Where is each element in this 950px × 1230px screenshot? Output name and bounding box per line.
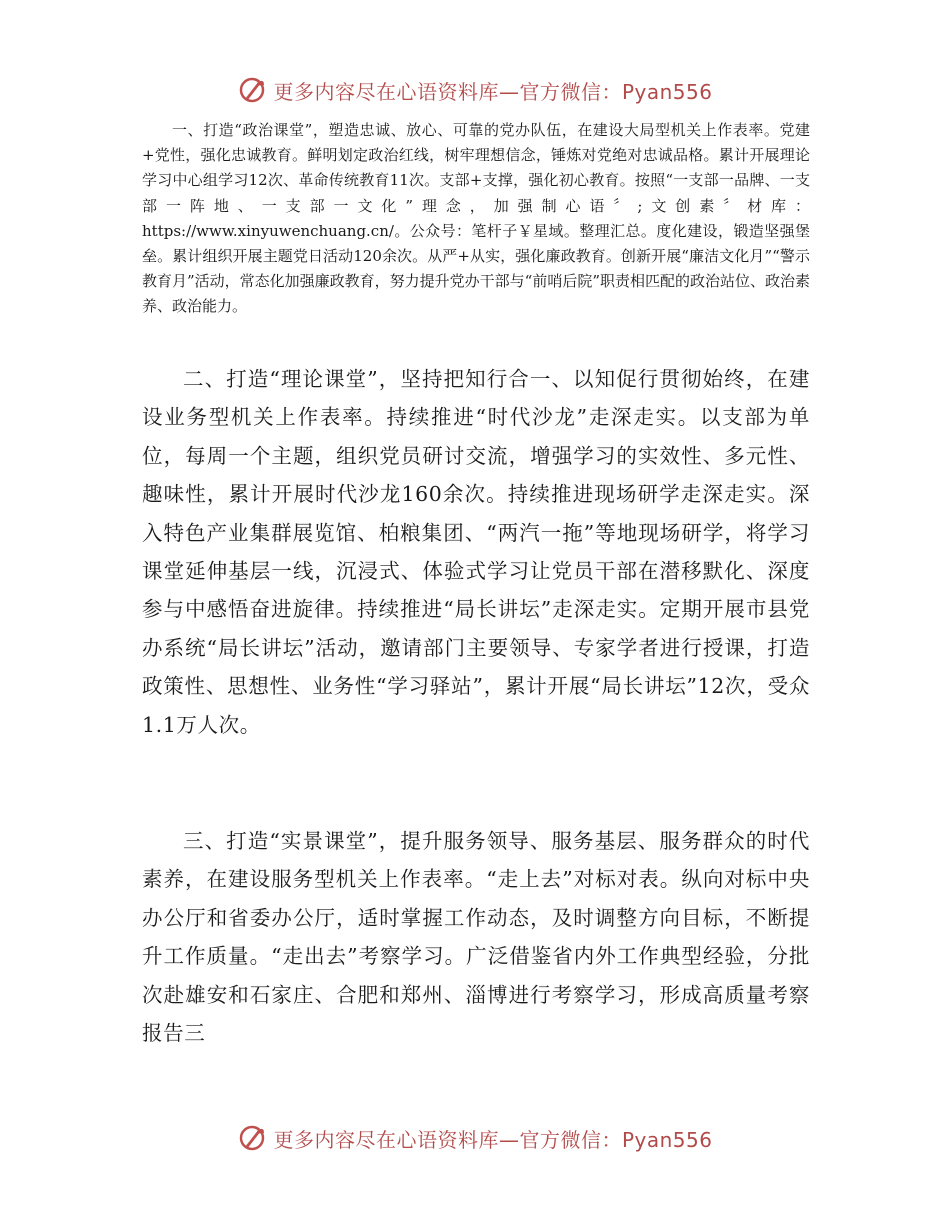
banner-text: 更多内容尽在心语资料库—官方微信：Pyan556: [273, 1127, 713, 1152]
paragraph-3: 三、打造“实景课堂”，提升服务领导、服务基层、服务群众的时代素养，在建设服务型机关上作表率。“走上去”对标对表。纵向对标中央办公厅和省委办公厅，适时掌握工作动态，及时调整方向目标，不断提升工作质量。“走出去”考察学习。广泛借鉴省内外工作典型经验，分批次赴雄安和石家庄、合肥和郑州、淄博进行考察学习，形成高质量考察报告三: [142, 829, 810, 1046]
header-banner: [0, 70, 950, 110]
banner-text: 更多内容尽在心语资料库—官方微信：Pyan556: [273, 79, 713, 104]
footer-banner: [0, 1118, 950, 1158]
quill-pen-logo-icon: [237, 1123, 267, 1153]
quill-pen-logo-icon: [237, 75, 267, 105]
paragraph-2: 二、打造“理论课堂”，坚持把知行合一、以知促行贯彻始终，在建设业务型机关上作表率。持续推进“时代沙龙”走深走实。以支部为单位，每周一个主题，组织党员研讨交流，增强学习的实效性、多元性、趣味性，累计开展时代沙龙160余次。持续推进现场研学走深走实。深入特色产业集群展览馆、柏粮集团、“两汽一拖”等地现场研学，将学习课堂延伸基层一线，沉浸式、体验式学习让党员干部在潜移默化、深度参与中感悟奋进旋律。持续推进“局长讲坛”走深走实。定期开展市县党办系统“局长讲坛”活动，邀请部门主要领导、专家学者进行授课，打造政策性、思想性、业务性“学习驿站”，累计开展“局长讲坛”12次，受众1.1万人次。: [142, 367, 810, 737]
paragraph-1: 一、打造“政治课堂”，塑造忠诚、放心、可靠的党办队伍，在建设大局型机关上作表率。党建+党性，强化忠诚教育。鲜明划定政治红线，树牢理想信念，锤炼对党绝对忠诚品格。累计开展理论学习中心组学习12次、革命传统教育11次。支部+支撑，强化初心教育。按照“一支部一品牌、一支部一阵地、一支部一文化”理念，加强制心语〞;文创素〞材库：https://www.xinyuwenchuang.cn/。公众号：笔杆子￥星域。整理汇总。度化建设，锻造坚强堡垒。累计组织开展主题党日活动120余次。从严+从实，强化廉政教育。创新开展“廉洁文化月”“警示教育月”活动，常态化加强廉政教育，努力提升党办干部与“前哨后院”职责相匹配的政治站位、政治素养、政治能力。: [142, 121, 811, 316]
